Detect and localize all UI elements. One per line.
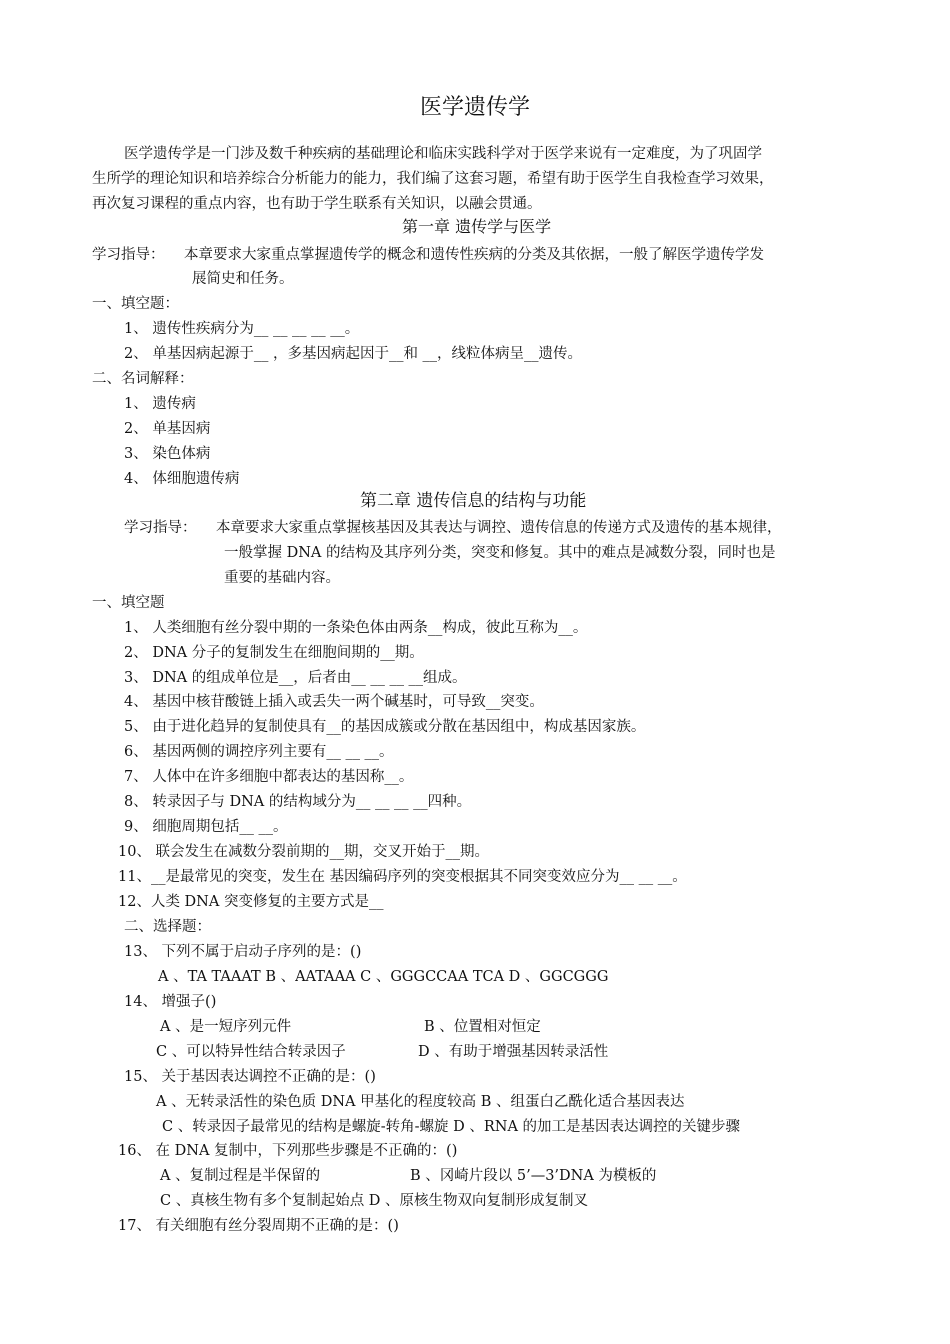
question-14-option-d: D 、有助于增强基因转录活性: [418, 1044, 609, 1060]
chapter-2-fill-12: 12、人类 DNA 突变修复的主要方式是__: [118, 894, 384, 910]
question-13: 13、 下列不属于启动子序列的是：(): [124, 944, 362, 960]
chapter-2-guide-line-3: 重要的基础内容。: [224, 570, 340, 586]
question-13-options: A 、TA TAAAT B 、AATAAA C 、GGGCCAA TCA D 、GGCGGG: [158, 969, 609, 985]
chapter-1-fill-1: 1、 遗传性疾病分为__ __ __ __ __。: [124, 321, 360, 337]
chapter-2-guide-label: 学习指导：: [124, 520, 197, 536]
chapter-1-term-3: 3、 染色体病: [124, 446, 211, 462]
chapter-2-fill-10: 10、 联会发生在减数分裂前期的__期，交叉开始于__期。: [118, 844, 490, 860]
question-15: 15、 关于基因表达调控不正确的是：(): [124, 1069, 376, 1085]
question-15-options-cd: C 、转录因子最常见的结构是螺旋-转角-螺旋 D 、RNA 的加工是基因表达调控的关键步骤: [162, 1119, 741, 1135]
chapter-2-title: 第二章 遗传信息的结构与功能: [360, 491, 587, 511]
intro-line-2: 生所学的理论知识和培养综合分析能力的能力，我们编了这套习题，希望有助于医学生自我检查学习效果，: [92, 171, 774, 187]
question-16-option-b: B 、冈崎片段以 5’—3’DNA 为模板的: [410, 1168, 657, 1184]
chapter-2-fill-2: 2、 DNA 分子的复制发生在细胞间期的__期。: [124, 645, 424, 661]
question-14: 14、 增强子(): [124, 994, 217, 1010]
question-17: 17、 有关细胞有丝分裂周期不正确的是：(): [118, 1218, 399, 1234]
chapter-2-fill-7: 7、 人体中在许多细胞中都表达的基因称__。: [124, 769, 414, 785]
intro-line-3: 再次复习课程的重点内容，也有助于学生联系有关知识，以融会贯通。: [92, 196, 542, 212]
chapter-2-fill-4: 4、 基因中核苷酸链上插入或丢失一两个碱基时，可导致__突变。: [124, 694, 544, 710]
chapter-1-section-fill: 一、填空题：: [92, 296, 179, 312]
chapter-2-fill-1: 1、 人类细胞有丝分裂中期的一条染色体由两条__构成，彼此互称为__。: [124, 620, 588, 636]
question-15-options-ab: A 、无转录活性的染色质 DNA 甲基化的程度较高 B 、组蛋白乙酰化适合基因表达: [156, 1094, 685, 1110]
chapter-2-fill-11: 11、__是最常见的突变，发生在 基因编码序列的突变根据其不同突变效应分为__ __ __。: [118, 869, 687, 885]
chapter-2-fill-3: 3、 DNA 的组成单位是__，后者由__ __ __ __组成。: [124, 670, 467, 686]
chapter-1-title: 第一章 遗传学与医学: [402, 217, 552, 236]
chapter-2-fill-6: 6、 基因两侧的调控序列主要有__ __ __。: [124, 744, 394, 760]
chapter-2-guide-line-1: 本章要求大家重点掌握核基因及其表达与调控、遗传信息的传递方式及遗传的基本规律，: [216, 520, 782, 536]
chapter-1-fill-2: 2、 单基因病起源于__ ，多基因病起因于__和 __，线粒体病呈__遗传。: [124, 346, 583, 362]
chapter-1-term-4: 4、 体细胞遗传病: [124, 471, 240, 487]
chapter-2-guide-line-2: 一般掌握 DNA 的结构及其序列分类，突变和修复。其中的难点是减数分裂，同时也是: [224, 545, 776, 561]
chapter-1-section-terms: 二、名词解释：: [92, 371, 194, 387]
chapter-1-guide-line-2: 展简史和任务。: [192, 271, 294, 287]
intro-line-1: 医学遗传学是一门涉及数千种疾病的基础理论和临床实践科学对于医学来说有一定难度，为了巩固学: [124, 146, 762, 162]
question-16: 16、 在 DNA 复制中，下列那些步骤是不正确的：(): [118, 1143, 458, 1159]
chapter-2-fill-5: 5、 由于进化趋异的复制使具有__的基因成簇或分散在基因组中，构成基因家族。: [124, 719, 646, 735]
question-16-option-a: A 、复制过程是半保留的: [160, 1168, 321, 1184]
question-14-option-b: B 、位置相对恒定: [424, 1019, 541, 1035]
chapter-1-term-2: 2、 单基因病: [124, 421, 211, 437]
question-14-option-c: C 、可以特异性结合转录因子: [156, 1044, 346, 1060]
chapter-1-guide-line-1: 本章要求大家重点掌握遗传学的概念和遗传性疾病的分类及其依据，一般了解医学遗传学发: [184, 247, 764, 263]
chapter-2-section-fill: 一、填空题: [92, 595, 165, 611]
document-title: 医学遗传学: [419, 95, 530, 120]
chapter-2-fill-8: 8、 转录因子与 DNA 的结构域分为__ __ __ __四种。: [124, 794, 472, 810]
question-14-option-a: A 、是一短序列元件: [160, 1019, 292, 1035]
chapter-1-term-1: 1、 遗传病: [124, 396, 196, 412]
chapter-2-fill-9: 9、 细胞周期包括__ __。: [124, 819, 288, 835]
question-16-options-cd: C 、真核生物有多个复制起始点 D 、原核生物双向复制形成复制叉: [160, 1193, 589, 1209]
chapter-2-section-choice: 二、选择题：: [124, 919, 211, 935]
chapter-1-guide-label: 学习指导：: [92, 247, 165, 263]
